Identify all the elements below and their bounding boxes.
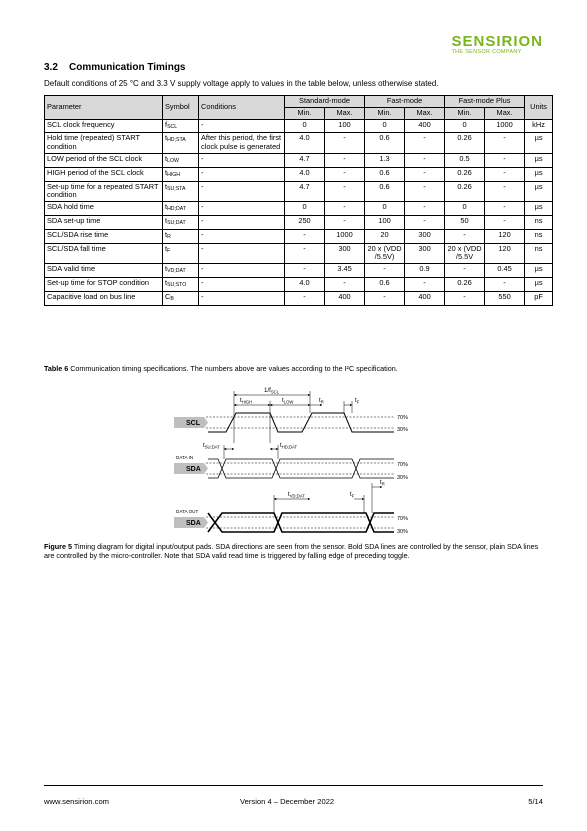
cell-unit: pF: [525, 291, 553, 305]
symbol-main: t: [165, 229, 168, 239]
cell-unit: µs: [525, 264, 553, 278]
cell-value: 0: [445, 202, 485, 216]
label-tf: $t_F$: [355, 397, 360, 405]
cell-value: 0: [285, 202, 325, 216]
label-tvddat: $t_{VD;DAT}$: [288, 491, 305, 499]
cell-parameter: Set-up time for STOP condition: [45, 277, 163, 291]
scl-30-label: 30%: [397, 427, 409, 433]
cell-value: -: [325, 167, 365, 181]
scl-label: SCL: [186, 420, 200, 427]
cell-value: -: [485, 153, 525, 167]
table-row: [45, 215, 553, 229]
symbol-main: f: [165, 119, 168, 129]
cell-value: 400: [405, 119, 445, 133]
figure-caption-label: Figure 5: [44, 542, 72, 551]
symbol-subscript: F: [167, 247, 171, 254]
sda-in-70-label: 70%: [397, 462, 409, 468]
cell-value: 0.9: [405, 264, 445, 278]
cell-unit: µs: [525, 133, 553, 154]
table-caption-text: Communication timing specifications. The numbers above are values according to the I²C specification.: [68, 364, 398, 373]
cell-value: -: [485, 202, 525, 216]
cell-conditions: -: [199, 243, 285, 264]
cell-parameter: Hold time (repeated) START condition: [45, 133, 163, 154]
cell-parameter: HIGH period of the SCL clock: [45, 167, 163, 181]
scl-waveform: [208, 413, 394, 432]
symbol-main: t: [165, 167, 168, 177]
cell-value: 0.5: [445, 153, 485, 167]
sda-out-70-label: 70%: [397, 516, 409, 522]
cell-symbol: [163, 181, 199, 202]
cell-symbol: [163, 264, 199, 278]
figure-caption-text: Timing diagram for digital input/output pads. SDA directions are seen from the sensor. Bold SDA lines are controlled by the sensor, plain SDA lines are controlled by the micro-controller. Note that SDA valid read time is triggered by falling edge of preceding toggle.: [44, 542, 539, 560]
cell-value: -: [445, 264, 485, 278]
symbol-main: t: [165, 153, 168, 163]
sda-in-waveform-low: [208, 459, 394, 478]
cell-value: -: [405, 202, 445, 216]
cell-value: -: [485, 133, 525, 154]
sda-out-waveform-high: [208, 513, 394, 532]
cell-value: 0.26: [445, 181, 485, 202]
cell-unit: µs: [525, 167, 553, 181]
section-title: Communication Timings: [69, 62, 186, 73]
cell-value: 0.6: [365, 167, 405, 181]
sda-out-30-label: 30%: [397, 529, 409, 535]
cell-symbol: [163, 291, 199, 305]
timing-table: [44, 95, 553, 306]
header-standard-mode: Standard-mode: [285, 96, 365, 108]
table-caption-label: Table 6: [44, 364, 69, 373]
cell-parameter: LOW period of the SCL clock: [45, 153, 163, 167]
sda-in-waveform-high: [208, 459, 394, 478]
cell-value: 100: [365, 215, 405, 229]
cell-value: -: [445, 229, 485, 243]
cell-parameter: Capacitive load on bus line: [45, 291, 163, 305]
cell-value: 1.3: [365, 153, 405, 167]
label-tr: $t_R$: [319, 397, 324, 405]
cell-value: 0: [445, 119, 485, 133]
cell-value: 20 x (VDD /5.5V): [365, 243, 405, 264]
cell-parameter: SDA hold time: [45, 202, 163, 216]
cell-unit: ns: [525, 215, 553, 229]
cell-unit: ns: [525, 243, 553, 264]
symbol-subscript: SU;DAT: [167, 219, 186, 226]
symbol-subscript: SCL: [167, 123, 178, 130]
table-body: [45, 119, 553, 305]
cell-symbol: [163, 167, 199, 181]
cell-value: 0: [285, 119, 325, 133]
cell-conditions: -: [199, 277, 285, 291]
cell-symbol: [163, 153, 199, 167]
symbol-main: t: [165, 264, 168, 274]
cell-value: 0.26: [445, 167, 485, 181]
cell-parameter: SDA set-up time: [45, 215, 163, 229]
cell-value: -: [405, 181, 445, 202]
cell-symbol: [163, 119, 199, 133]
symbol-main: t: [165, 181, 168, 191]
cell-value: -: [405, 215, 445, 229]
symbol-subscript: SU;STA: [167, 185, 186, 192]
brand-tagline: THE SENSOR COMPANY: [451, 49, 522, 55]
symbol-subscript: LOW: [167, 157, 179, 164]
cell-unit: µs: [525, 181, 553, 202]
symbol-main: t: [165, 215, 168, 225]
sensirion-logo: [451, 34, 543, 56]
symbol-subscript: VD;DAT: [167, 268, 186, 275]
cell-value: 4.0: [285, 133, 325, 154]
cell-value: -: [325, 277, 365, 291]
label-tlow: $t_{LOW}$: [282, 397, 294, 405]
cell-symbol: [163, 243, 199, 264]
cell-value: 20: [365, 229, 405, 243]
figure-caption: [44, 542, 544, 560]
symbol-subscript: HIGH: [167, 171, 181, 178]
cell-value: 400: [325, 291, 365, 305]
header-max: Max.: [405, 107, 445, 119]
cell-value: 120: [485, 229, 525, 243]
symbol-subscript: SU;STO: [167, 281, 187, 288]
timing-diagram: [170, 383, 420, 541]
section-heading: [44, 62, 186, 73]
cell-value: -: [405, 153, 445, 167]
cell-parameter: SDA valid time: [45, 264, 163, 278]
cell-unit: ns: [525, 229, 553, 243]
label-thigh: $t_{HIGH}$: [240, 397, 253, 405]
label-tsudat: $t_{SU;DAT}$: [203, 442, 220, 450]
cell-symbol: [163, 133, 199, 154]
sda-out-label: SDA: [186, 520, 201, 527]
header-min: Min.: [365, 107, 405, 119]
cell-value: 0.45: [485, 264, 525, 278]
cell-value: -: [485, 277, 525, 291]
cell-value: -: [285, 264, 325, 278]
header-parameter: Parameter: [45, 96, 163, 120]
cell-value: 0: [365, 119, 405, 133]
table-row: [45, 167, 553, 181]
cell-value: -: [285, 243, 325, 264]
cell-value: 4.7: [285, 153, 325, 167]
cell-unit: µs: [525, 202, 553, 216]
intro-text: Default conditions of 25 °C and 3.3 V supply voltage apply to values in the table below, unless otherwise stated.: [44, 79, 439, 88]
scl-70-label: 70%: [397, 415, 409, 421]
cell-value: -: [325, 153, 365, 167]
sda-in-30-label: 30%: [397, 475, 409, 481]
section-number: 3.2: [44, 62, 58, 73]
cell-symbol: [163, 277, 199, 291]
table-row: [45, 264, 553, 278]
symbol-subscript: HD;DAT: [167, 206, 186, 213]
cell-parameter: SCL/SDA rise time: [45, 229, 163, 243]
cell-value: 4.0: [285, 167, 325, 181]
cell-value: 0.6: [365, 181, 405, 202]
cell-value: 300: [405, 243, 445, 264]
cell-value: -: [325, 202, 365, 216]
cell-value: 120: [485, 243, 525, 264]
cell-value: 20 x (VDD /5.5V: [445, 243, 485, 264]
cell-conditions: -: [199, 202, 285, 216]
table-row: [45, 153, 553, 167]
cell-value: 4.7: [285, 181, 325, 202]
symbol-subscript: B: [170, 295, 174, 302]
header-fast-mode-plus: Fast-mode Plus: [445, 96, 525, 108]
header-max: Max.: [485, 107, 525, 119]
cell-symbol: [163, 202, 199, 216]
header-symbol: Symbol: [163, 96, 199, 120]
brand-name: SENSIRION: [451, 33, 543, 50]
cell-parameter: SCL clock frequency: [45, 119, 163, 133]
cell-value: 0.26: [445, 277, 485, 291]
cell-conditions: -: [199, 229, 285, 243]
table-row: [45, 243, 553, 264]
cell-value: 50: [445, 215, 485, 229]
cell-value: -: [405, 167, 445, 181]
header-units: Units: [525, 96, 553, 120]
data-in-label: DATA IN: [176, 455, 194, 460]
symbol-subscript: R: [167, 233, 171, 240]
cell-value: -: [405, 277, 445, 291]
cell-value: 400: [405, 291, 445, 305]
cell-value: 0.6: [365, 133, 405, 154]
cell-value: -: [485, 167, 525, 181]
cell-symbol: [163, 215, 199, 229]
symbol-subscript: HD;STA: [167, 137, 186, 144]
cell-value: 3.45: [325, 264, 365, 278]
cell-unit: µs: [525, 277, 553, 291]
cell-value: -: [365, 264, 405, 278]
table-row: [45, 119, 553, 133]
cell-value: 300: [325, 243, 365, 264]
cell-conditions: -: [199, 291, 285, 305]
cell-symbol: [163, 229, 199, 243]
cell-conditions: -: [199, 215, 285, 229]
cell-value: -: [445, 291, 485, 305]
symbol-main: t: [165, 133, 168, 143]
label-tr-out: $t_R$: [380, 479, 385, 487]
cell-value: 550: [485, 291, 525, 305]
cell-conditions: After this period, the first clock pulse is generated: [199, 133, 285, 154]
cell-value: -: [325, 181, 365, 202]
footer-page-number: 5/14: [528, 797, 543, 806]
table-row: [45, 291, 553, 305]
table-row: [45, 202, 553, 216]
cell-value: 4.0: [285, 277, 325, 291]
cell-value: -: [285, 229, 325, 243]
header-fast-mode: Fast-mode: [365, 96, 445, 108]
cell-value: -: [285, 291, 325, 305]
cell-value: 1000: [325, 229, 365, 243]
cell-value: 0: [365, 202, 405, 216]
footer-rule: [44, 785, 543, 786]
table-caption: [44, 364, 398, 373]
cell-value: -: [405, 133, 445, 154]
cell-parameter: SCL/SDA fall time: [45, 243, 163, 264]
cell-conditions: -: [199, 181, 285, 202]
cell-conditions: -: [199, 153, 285, 167]
cell-value: 100: [325, 119, 365, 133]
sda-out-waveform-low: [208, 513, 394, 532]
table-row: [45, 181, 553, 202]
footer-website: www.sensirion.com: [44, 797, 109, 806]
cell-value: -: [485, 215, 525, 229]
cell-value: -: [485, 181, 525, 202]
cell-conditions: -: [199, 264, 285, 278]
cell-unit: µs: [525, 153, 553, 167]
header-conditions: Conditions: [199, 96, 285, 120]
table-row: [45, 229, 553, 243]
sda-in-label: SDA: [186, 466, 201, 473]
footer-version: Version 4 – December 2022: [240, 797, 335, 806]
cell-conditions: -: [199, 119, 285, 133]
symbol-main: t: [165, 202, 168, 212]
cell-value: -: [365, 291, 405, 305]
label-thddat: $t_{HD;DAT}$: [280, 442, 298, 450]
table-row: [45, 133, 553, 154]
label-period: $1/f_{SCL}$: [264, 387, 280, 395]
cell-value: 300: [405, 229, 445, 243]
table-row: [45, 277, 553, 291]
cell-value: -: [325, 133, 365, 154]
header-max: Max.: [325, 107, 365, 119]
cell-value: 0.26: [445, 133, 485, 154]
cell-value: 250: [285, 215, 325, 229]
cell-value: 1000: [485, 119, 525, 133]
header-min: Min.: [445, 107, 485, 119]
data-out-label: DATA OUT: [176, 509, 199, 514]
cell-value: 0.6: [365, 277, 405, 291]
cell-value: -: [325, 215, 365, 229]
cell-unit: kHz: [525, 119, 553, 133]
symbol-main: t: [165, 277, 168, 287]
symbol-main: C: [165, 291, 171, 301]
cell-conditions: -: [199, 167, 285, 181]
header-min: Min.: [285, 107, 325, 119]
symbol-main: t: [165, 243, 168, 253]
cell-parameter: Set-up time for a repeated START condition: [45, 181, 163, 202]
label-tf-out: $t_F$: [350, 491, 355, 499]
